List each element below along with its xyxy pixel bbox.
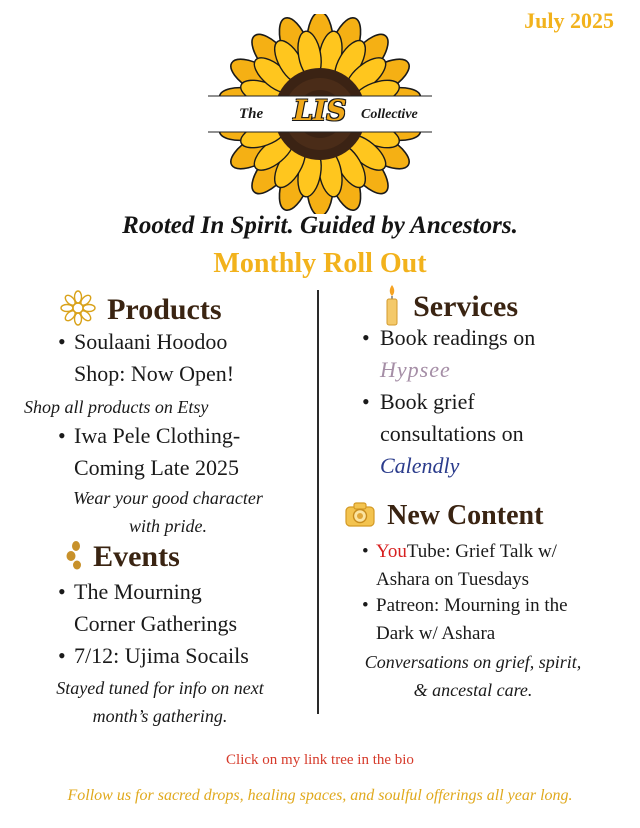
column-divider [317,290,319,714]
list-item-line: Patreon: Mourning in the [376,595,568,616]
logo-collective: Collective [361,107,418,122]
list-item-line: Iwa Pele Clothing- [74,423,241,448]
sunflower-outline-icon [60,290,96,330]
events-title: Events [93,540,180,573]
list-item-line: consultations on [380,421,524,446]
list-item-line: The Mourning [74,579,202,604]
hypsee-link[interactable]: Hypsee [380,357,451,382]
logo-monogram: LIS [293,94,347,127]
list-item-line: Ashara on Tuesdays [376,569,530,590]
events-heading [64,540,180,574]
services-title: Services [413,290,519,323]
tagline: Rooted In Spirit. Guided by Ancestors. [122,212,518,239]
youtube-text: Tube: Grief Talk w/ [406,541,557,562]
note-line: Wear your good character [73,488,263,508]
note-line: & ancestal care. [413,680,533,700]
list-item: • Book readings on Hypsee [362,322,622,386]
issue-date: July 2025 [524,8,614,33]
list-item-line: Shop: Now Open! [74,361,235,386]
follow-note: Follow us for sacred drops, healing spaces, and soulful offerings all year long. [67,787,573,804]
products-heading [60,290,222,330]
content-note [338,648,608,704]
products-title: Products [107,293,222,326]
list-item-line: 7/12: Ujima Socails [74,643,249,668]
sunflower-logo [201,14,439,214]
list-item-line: Soulaani Hoodoo [74,329,228,354]
link-tree-note[interactable]: Click on my link tree in the bio [226,752,414,768]
page-subtitle: Monthly Roll Out [213,248,427,279]
list-item-line: Book readings on [380,325,536,350]
list-item-line: Coming Late 2025 [74,455,239,480]
sparkle-icon [64,540,86,574]
clothing-note [36,484,300,540]
note-line: month’s gathering. [92,706,228,726]
list-item: • 7/12: Ujima Socails [58,640,308,672]
list-item-line [376,538,622,566]
list-item: • Book grief consultations on Calendly [362,386,622,482]
list-item: • Patreon: Mourning in the Dark w/ Ashara [362,592,622,648]
events-note [28,674,292,730]
new-content-heading [344,500,543,532]
list-item-line: Dark w/ Ashara [376,623,496,644]
new-content-title: New Content [387,500,544,531]
calendly-link[interactable]: Calendly [380,453,460,478]
logo-the: The [239,106,264,122]
note-line: with pride. [128,516,207,536]
list-item: • YouTube: Grief Talk w/ Ashara on Tuesdays [362,538,622,594]
note-line: Stayed tuned for info on next [56,678,264,698]
list-item-line: Corner Gatherings [74,611,238,636]
list-item: • Iwa Pele Clothing- Coming Late 2025 [58,420,308,484]
list-item: • The Mourning Corner Gatherings [58,576,308,640]
camera-icon [344,500,376,532]
etsy-note: Shop all products on Etsy [24,397,209,417]
note-line: Conversations on grief, spirit, [364,652,582,672]
list-item-line: Book grief [380,389,475,414]
youtube-prefix: You [376,541,407,562]
list-item: • Soulaani Hoodoo Shop: Now Open! [58,326,308,390]
